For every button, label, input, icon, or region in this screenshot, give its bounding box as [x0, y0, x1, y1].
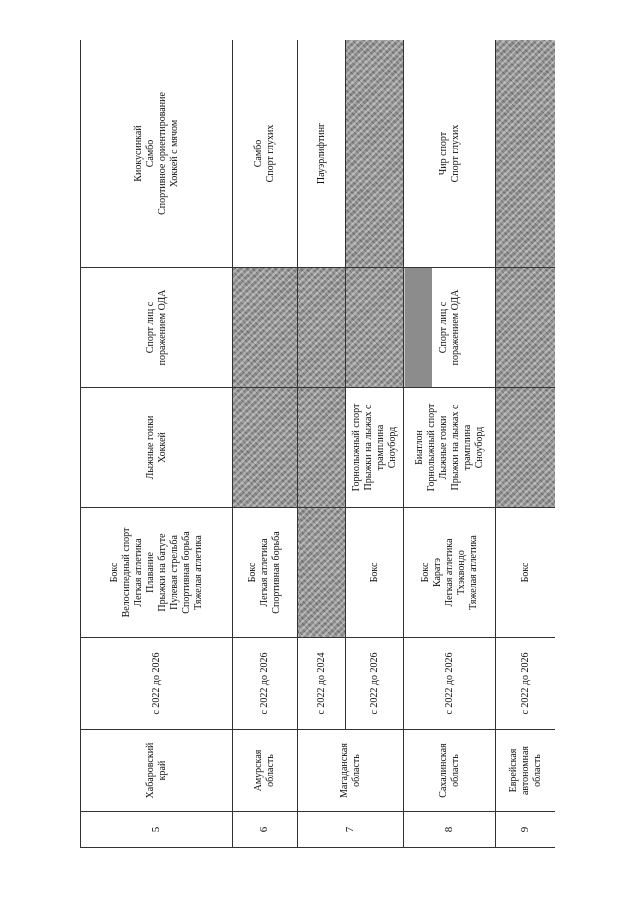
period-cell: с 2022 до 2026: [404, 638, 496, 730]
period-cell: с 2022 до 2026: [346, 638, 404, 730]
period-cell: с 2022 до 2024: [298, 638, 346, 730]
sports-other-cell: Самбо Спорт глухих: [233, 40, 298, 268]
sports-summer-cell: Бокс: [496, 508, 556, 638]
scan-noise-cell: [233, 268, 298, 388]
table-row: [404, 40, 496, 848]
period-cell: с 2022 до 2026: [233, 638, 298, 730]
document-table-sheet: [80, 40, 555, 848]
row-number: 7: [298, 812, 404, 848]
sports-winter-cell: Лыжные гонки Хоккей: [81, 388, 233, 508]
table-row: [233, 40, 298, 848]
regions-sports-table: [80, 40, 555, 848]
sports-adaptive-cell: Спорт лиц с поражением ОДА: [404, 268, 496, 388]
region-cell: Хабаровский край: [81, 730, 233, 812]
sports-winter-cell: Горнолыжный спорт Прыжки на лыжах с трамплина Сноуборд: [346, 388, 404, 508]
row-number: 8: [404, 812, 496, 848]
sports-winter-cell: Биатлон Горнолыжный спорт Лыжные гонки Прыжки на лыжах с трамплина Сноуборд: [404, 388, 496, 508]
scan-noise-cell: [496, 388, 556, 508]
region-cell: Амурская область: [233, 730, 298, 812]
sports-summer-cell: Бокс Велосипедный спорт Легкая атлетика Плавание Прыжки на батуте Пулевая стрельба Спортивная борьба Тяжелая атлетика: [81, 508, 233, 638]
sports-summer-cell: Бокс: [346, 508, 404, 638]
scan-noise-cell: [346, 268, 404, 388]
scan-noise-cell: [496, 40, 556, 268]
table-row: [298, 40, 346, 848]
scan-noise-cell: [298, 268, 346, 388]
period-cell: с 2022 до 2026: [81, 638, 233, 730]
scan-noise-cell: [233, 388, 298, 508]
sports-other-cell: Чир спорт Спорт глухих: [404, 40, 496, 268]
row-number: 9: [496, 812, 556, 848]
sports-other-cell: Пауэрлифтинг: [298, 40, 346, 268]
table-row: [81, 40, 233, 848]
table-row: [496, 40, 556, 848]
table-row: [346, 40, 404, 848]
row-number: 5: [81, 812, 233, 848]
sports-summer-cell: Бокс Легкая атлетика Спортивная борьба: [233, 508, 298, 638]
region-cell: Еврейская автономная область: [496, 730, 556, 812]
region-cell: Магаданская область: [298, 730, 404, 812]
scan-noise-cell: [298, 388, 346, 508]
sports-adaptive-cell: Спорт лиц с поражением ОДА: [81, 268, 233, 388]
scan-noise-cell: [496, 268, 556, 388]
sports-other-cell: Киокусинкай Самбо Спортивное ориентирование Хоккей с мячом: [81, 40, 233, 268]
period-cell: с 2022 до 2026: [496, 638, 556, 730]
sports-summer-cell: Бокс Каратэ Легкая атлетика Тхэквондо Тяжелая атлетика: [404, 508, 496, 638]
scan-noise-cell: [346, 40, 404, 268]
row-number: 6: [233, 812, 298, 848]
scan-noise-cell: [298, 508, 346, 638]
region-cell: Сахалинская область: [404, 730, 496, 812]
